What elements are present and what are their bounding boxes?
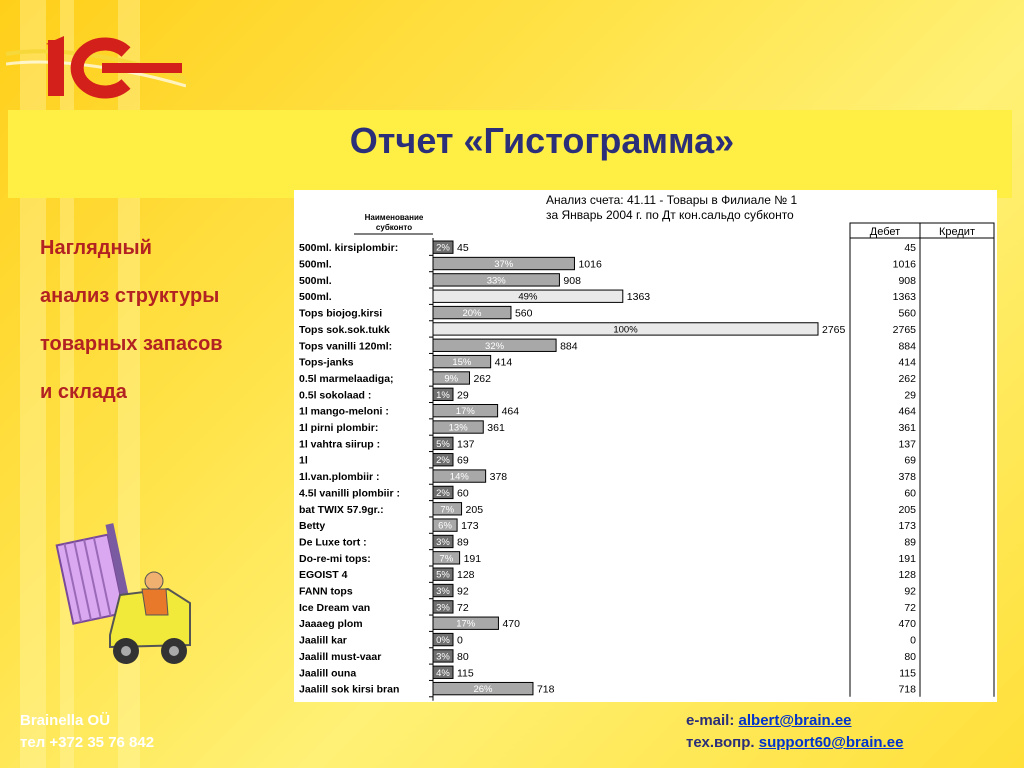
- description-text: [40, 224, 280, 416]
- debit-value: 0: [910, 634, 916, 647]
- category-label: 1l: [299, 454, 308, 467]
- category-label: Jaalill sok kirsi bran: [299, 683, 400, 696]
- debit-value: 464: [898, 405, 916, 418]
- company-phone: тел +372 35 76 842: [20, 734, 155, 751]
- debit-value: 414: [898, 356, 916, 369]
- bar-value-label: 718: [536, 683, 555, 696]
- debit-value: 72: [904, 601, 916, 614]
- category-label: Tops vanilli 120ml:: [299, 340, 393, 353]
- debit-value: 908: [898, 274, 916, 287]
- chart-subtitle: за Январь 2004 г. по Дт кон.сальдо субконто: [546, 208, 794, 222]
- category-label: 0.5l sokolaad :: [299, 389, 372, 402]
- debit-value: 137: [898, 438, 916, 451]
- bar-percent-label: 37%: [494, 259, 514, 271]
- category-label: Tops sok.sok.tukk: [299, 323, 390, 336]
- bar-percent-label: 9%: [444, 373, 459, 385]
- bar-percent-label: 3%: [436, 602, 450, 614]
- debit-value: 45: [904, 242, 916, 255]
- category-label: Ice Dream van: [299, 601, 371, 614]
- bar-value-label: 361: [487, 422, 505, 435]
- bar-percent-label: 17%: [455, 406, 475, 418]
- debit-value: 361: [898, 422, 916, 435]
- debit-value: 205: [898, 503, 916, 516]
- category-label: Jaaaeg plom: [299, 618, 363, 631]
- support-label: тех.вопр.: [686, 734, 755, 751]
- bar-value-label: 205: [465, 503, 484, 516]
- debit-value: 191: [898, 552, 916, 565]
- bar-value-label: 1363: [626, 291, 651, 304]
- description-line: анализ структуры: [40, 285, 220, 307]
- bar-percent-label: 17%: [456, 618, 476, 630]
- company-info: [20, 710, 154, 754]
- category-label: FANN tops: [299, 585, 353, 598]
- debit-value: 470: [898, 618, 916, 631]
- category-label: 500ml.: [299, 291, 332, 304]
- debit-value: 29: [904, 389, 916, 402]
- debit-value: 69: [904, 454, 916, 467]
- category-label: 1l mango-meloni :: [299, 405, 389, 418]
- bar-percent-label: 49%: [518, 291, 538, 303]
- debit-value: 92: [904, 585, 916, 598]
- debit-value: 89: [904, 536, 916, 549]
- bar-percent-label: 3%: [436, 586, 450, 598]
- debit-value: 2765: [892, 323, 916, 336]
- histogram-chart: [294, 190, 997, 702]
- bar-value-label: 2765: [822, 323, 846, 336]
- category-label: 1l vahtra siirup :: [299, 438, 381, 451]
- bar-value-label: 560: [514, 307, 533, 320]
- category-header: Наименование: [364, 213, 424, 222]
- debit-value: 80: [904, 650, 916, 663]
- category-label: 500ml. kirsiplombir:: [299, 242, 399, 255]
- chart-title: Анализ счета: 41.11 - Товары в Филиале № 1: [546, 193, 798, 207]
- bar-percent-label: 100%: [613, 324, 638, 336]
- email-link[interactable]: albert@brain.ee: [738, 712, 852, 729]
- category-label: Do-re-mi tops:: [299, 552, 371, 565]
- bar-percent-label: 32%: [485, 340, 505, 352]
- bar-percent-label: 2%: [436, 455, 450, 467]
- bar-percent-label: 33%: [486, 275, 506, 287]
- bar-percent-label: 15%: [452, 357, 472, 369]
- category-label: 500ml.: [299, 258, 332, 271]
- slide-title: Отчет «Гистограмма»: [349, 120, 735, 161]
- bar-value-label: 45: [457, 242, 469, 255]
- category-label: De Luxe tort :: [299, 536, 367, 549]
- category-header: субконто: [375, 223, 413, 232]
- credit-header: Кредит: [938, 226, 976, 238]
- bar-value-label: 29: [457, 389, 469, 402]
- category-label: Jaalill ouna: [299, 667, 357, 680]
- bar-percent-label: 13%: [448, 422, 468, 434]
- forklift-illustration: [50, 515, 200, 675]
- bar-percent-label: 4%: [436, 667, 450, 679]
- bar-value-label: 137: [457, 438, 475, 451]
- category-label: EGOIST 4: [299, 569, 348, 582]
- category-label: Tops biojog.kirsi: [299, 307, 383, 320]
- bar-value-label: 414: [494, 356, 513, 369]
- category-label: Tops-janks: [299, 356, 354, 369]
- debit-value: 560: [898, 307, 916, 320]
- category-label: Jaalill kar: [299, 634, 347, 647]
- debit-value: 262: [898, 372, 916, 385]
- category-label: bat TWIX 57.9gr.:: [299, 503, 384, 516]
- bar-value-label: 69: [457, 454, 469, 467]
- debit-value: 128: [898, 569, 916, 582]
- company-name: Brainella OÜ: [20, 712, 111, 729]
- bar-value-label: 1016: [578, 258, 602, 271]
- debit-value: 173: [898, 520, 916, 533]
- debit-value: 115: [899, 667, 916, 680]
- category-label: Jaalill must-vaar: [299, 650, 382, 663]
- bar-percent-label: 1%: [436, 389, 450, 401]
- bar-value-label: 378: [489, 471, 508, 484]
- bar-percent-label: 26%: [473, 684, 493, 696]
- bar-value-label: 262: [473, 372, 492, 385]
- histogram-report: [294, 190, 997, 702]
- bar-percent-label: 7%: [440, 504, 455, 516]
- bar-percent-label: 7%: [439, 553, 454, 565]
- bar-percent-label: 20%: [462, 308, 482, 320]
- email-label: e-mail:: [686, 712, 735, 729]
- bar-value-label: 470: [502, 618, 520, 631]
- bar-value-label: 173: [461, 520, 479, 533]
- contact-info: [686, 710, 903, 754]
- debit-value: 718: [898, 683, 916, 696]
- bar-value-label: 191: [463, 552, 482, 565]
- debit-header: Дебет: [869, 226, 901, 238]
- description-line: товарных запасов: [40, 333, 223, 355]
- bar-percent-label: 3%: [436, 651, 450, 663]
- description-line: и склада: [40, 381, 127, 403]
- bar-value-label: 72: [457, 601, 469, 614]
- debit-value: 884: [898, 340, 916, 353]
- support-link[interactable]: support60@brain.ee: [758, 734, 904, 751]
- 1c-logo: [6, 14, 186, 124]
- bar-percent-label: 0%: [436, 635, 450, 647]
- category-label: 1l.van.plombiir :: [299, 471, 380, 484]
- debit-value: 1016: [892, 258, 916, 271]
- bar-value-label: 908: [563, 274, 581, 287]
- bar-value-label: 0: [457, 634, 463, 647]
- bar-percent-label: 2%: [436, 242, 450, 254]
- bar-percent-label: 14%: [449, 471, 469, 483]
- bar-value-label: 89: [457, 536, 469, 549]
- bar-percent-label: 3%: [436, 536, 450, 548]
- category-label: 4.5l vanilli plombiir :: [299, 487, 400, 500]
- bar-value-label: 464: [501, 405, 520, 418]
- category-label: 0.5l marmelaadiga;: [299, 372, 394, 385]
- bar-percent-label: 2%: [436, 487, 450, 499]
- bar-value-label: 60: [457, 487, 469, 500]
- debit-value: 1363: [892, 291, 916, 304]
- category-label: 500ml.: [299, 274, 332, 287]
- bar-value-label: 884: [560, 340, 578, 353]
- bar-percent-label: 5%: [436, 569, 450, 581]
- bar-value-label: 80: [457, 650, 469, 663]
- category-label: Betty: [299, 520, 326, 533]
- bar-percent-label: 5%: [436, 438, 450, 450]
- debit-value: 60: [904, 487, 916, 500]
- debit-value: 378: [898, 471, 916, 484]
- description-line: Наглядный: [40, 237, 152, 259]
- category-label: 1l pirni plombir:: [299, 422, 379, 435]
- bar-value-label: 128: [457, 569, 475, 582]
- bar-value-label: 115: [457, 667, 474, 680]
- bar-value-label: 92: [457, 585, 469, 598]
- bar-percent-label: 6%: [438, 520, 452, 532]
